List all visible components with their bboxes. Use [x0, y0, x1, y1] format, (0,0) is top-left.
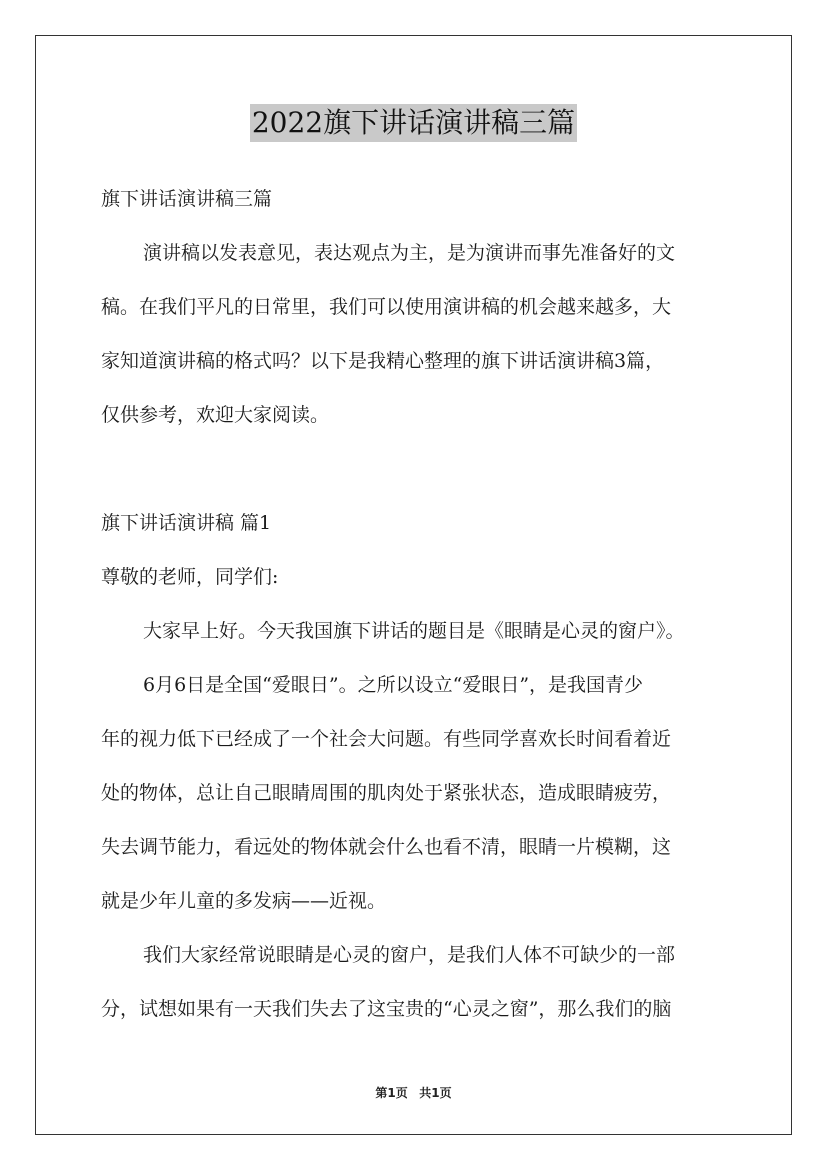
- paragraph-line: 6月6日是全国“爱眼日”。之所以设立“爱眼日”，是我国青少: [143, 674, 644, 696]
- paragraph-line: 家知道演讲稿的格式吗？以下是我精心整理的旗下讲话演讲稿3篇，: [101, 350, 665, 372]
- subtitle-line: 旗下讲话演讲稿三篇: [101, 188, 273, 210]
- page-footer: [0, 1084, 827, 1101]
- paragraph-line: 就是少年儿童的多发病——近视。: [101, 890, 387, 912]
- document-body: [101, 172, 727, 1036]
- title-container: [0, 104, 827, 142]
- paragraph-line: 年的视力低下已经成了一个社会大问题。有些同学喜欢长时间看着近: [101, 728, 672, 750]
- paragraph-line: 大家早上好。今天我国旗下讲话的题目是《眼睛是心灵的窗户》。: [143, 620, 685, 642]
- paragraph-line: 演讲稿以发表意见，表达观点为主，是为演讲而事先准备好的文: [143, 242, 676, 264]
- paragraph-line: 稿。在我们平凡的日常里，我们可以使用演讲稿的机会越来越多，大: [101, 296, 672, 318]
- paragraph-line: 仅供参考，欢迎大家阅读。: [101, 404, 330, 426]
- paragraph-line: 处的物体，总让自己眼睛周围的肌肉处于紧张状态，造成眼睛疲劳，: [101, 782, 672, 804]
- section-heading: 旗下讲话演讲稿 篇1: [101, 512, 272, 534]
- paragraph-line: 分，试想如果有一天我们失去了这宝贵的“心灵之窗”，那么我们的脑: [101, 998, 672, 1020]
- page-total: 共1页: [419, 1086, 452, 1100]
- salutation-line: 尊敬的老师，同学们:: [101, 566, 279, 588]
- paragraph-line: 失去调节能力，看远处的物体就会什么也看不清，眼睛一片模糊，这: [101, 836, 672, 858]
- paragraph-line: 我们大家经常说眼睛是心灵的窗户，是我们人体不可缺少的一部: [143, 944, 676, 966]
- blank-gap: [101, 442, 727, 496]
- page-number: 第1页: [375, 1086, 408, 1100]
- document-title: 2022旗下讲话演讲稿三篇: [250, 104, 577, 142]
